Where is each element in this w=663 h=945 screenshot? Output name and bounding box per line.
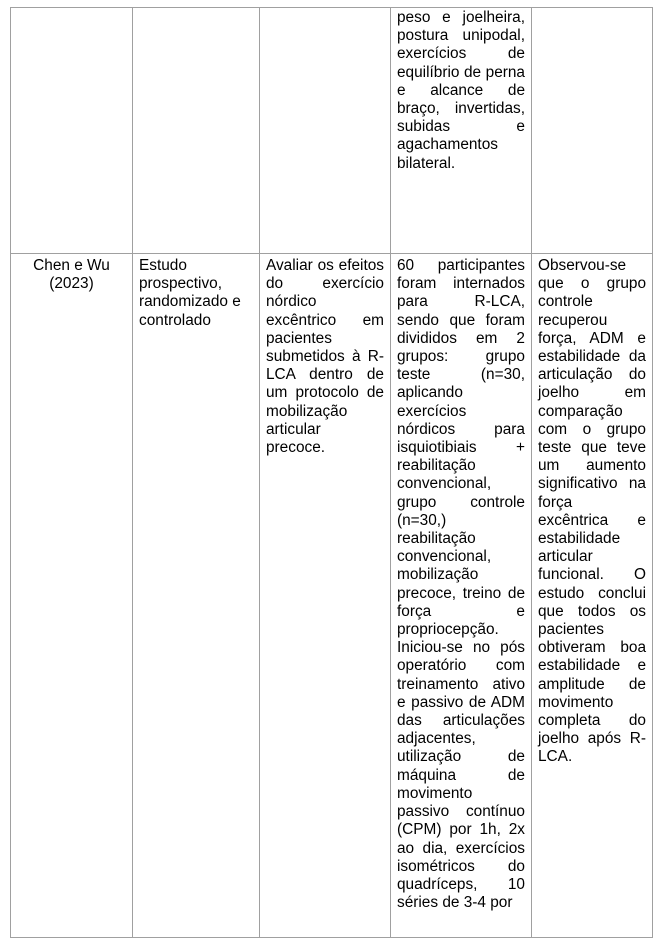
results-cell [532,254,653,938]
results-cell [532,8,653,254]
methods-cell [391,8,532,254]
table-row [11,8,653,254]
objective-cell [260,8,391,254]
author-cell [11,8,133,254]
author-text: Chen e Wu (2023) [33,257,110,293]
methods-cell [391,254,532,938]
design-cell [133,254,260,938]
author-cell [11,254,133,938]
methods-text: peso e joelheira, postura unipodal, exercícios de equilíbrio de perna e alcance de braço, invertidas, subidas e agachamentos bilateral. [397,9,525,172]
studies-table [10,7,653,938]
design-text: Estudo prospectivo, randomizado e controlado [139,257,241,329]
design-cell [133,8,260,254]
objective-text: Avaliar os efeitos do exercício nórdico excêntrico em pacientes submetidos à R-LCA dentro de um protocolo de mobilização articular precoce. [266,257,384,457]
table-row [11,254,653,938]
methods-text: 60 participantes foram internados para R-LCA, sendo que foram divididos em 2 grupos: grupo teste (n=30, aplicando exercícios nórdicos para isquiotibiais + reabilitação convencional, grupo controle (n=30,) reabilitação convencional, mobilização precoce, treino de força e propriocepção. Iniciou-se no pós operatório com treinamento ativo e passivo de ADM das articulações adjacentes, utilização de máquina de movimento passivo contínuo (CPM) por 1h, 2x ao dia, exercícios isométricos do quadríceps, 10 séries de 3-4 por [397,257,525,912]
objective-cell [260,254,391,938]
results-text: Observou-se que o grupo controle recuperou força, ADM e estabilidade da articulação do joelho em comparação com o grupo teste que teve um aumento significativo na força excêntrica e estabilidade articular funcional. O estudo conclui que todos os pacientes obtiveram boa estabilidade e amplitude de movimento completa do joelho após R-LCA. [538,257,646,766]
